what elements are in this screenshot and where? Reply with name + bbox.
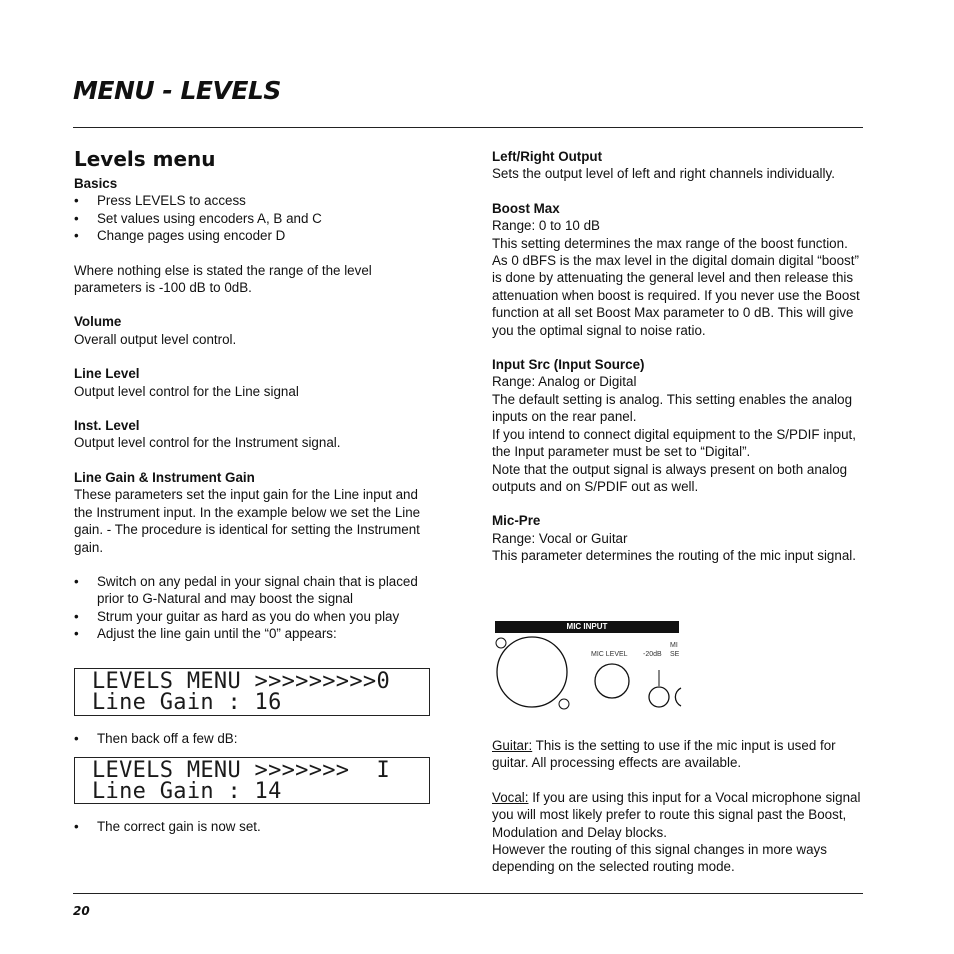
mic-pre-heading: Mic-Pre	[492, 513, 541, 529]
back-off-block	[74, 730, 439, 747]
lr-output-text: Sets the output level of left and right channels individually.	[492, 166, 835, 182]
mic-input-banner: MIC INPUT	[495, 621, 679, 633]
select-button-arc	[675, 688, 681, 706]
mic-level-label: MIC LEVEL	[591, 651, 628, 658]
list-item: • Set values using encoders A, B and C	[74, 210, 439, 227]
boost-max-range: Range: 0 to 10 dB	[492, 218, 600, 234]
list-item: • Switch on any pedal in your signal chain that is placed prior to G-Natural and may boost the signal	[74, 573, 439, 608]
lcd-line-1: LEVELS MENU >>>>>>>>>0	[92, 669, 390, 694]
routing-text: However the routing of this signal changes in more ways depending on the selected routing mode.	[492, 842, 827, 875]
lcd-line-2: Line Gain : 14	[92, 779, 282, 804]
page-title: MENU - LEVELS	[73, 76, 281, 105]
page-number: 20	[73, 904, 90, 918]
mic-pre-text: This parameter determines the routing of the mic input signal.	[492, 548, 856, 564]
list-item: • Adjust the line gain until the “0” appears:	[74, 625, 439, 642]
vocal-paragraph	[492, 789, 864, 841]
xlr-jack-circle	[497, 637, 567, 707]
mic-pre-range: Range: Vocal or Guitar	[492, 530, 628, 546]
mic-level-knob-circle	[595, 664, 629, 698]
list-item: • The correct gain is now set.	[74, 818, 439, 835]
guitar-paragraph	[492, 737, 864, 772]
select-label-bottom: SE	[670, 651, 680, 658]
basics-list	[74, 192, 439, 244]
section-title: Levels menu	[74, 147, 216, 171]
lcd-display-2	[74, 757, 430, 804]
select-label-top: MI	[670, 642, 678, 649]
top-rule	[73, 127, 863, 128]
inst-level-text: Output level control for the Instrument signal.	[74, 435, 341, 451]
screw-bottom-circle	[559, 699, 569, 709]
volume-text: Overall output level control.	[74, 331, 237, 347]
guitar-label: Guitar:	[492, 738, 533, 753]
list-item: • Strum your guitar as hard as you do when you play	[74, 608, 439, 625]
bottom-rule	[73, 893, 863, 894]
basics-heading: Basics	[74, 176, 118, 191]
input-src-text-2: If you intend to connect digital equipment to the S/PDIF input, the Input parameter must be set to “Digital”.	[492, 426, 856, 460]
input-src-text-1: The default setting is analog. This setting enables the analog inputs on the rear panel.	[492, 391, 853, 425]
pad-button-circle	[649, 687, 669, 707]
list-item: • Change pages using encoder D	[74, 227, 439, 244]
pad-label: -20dB	[643, 651, 662, 658]
input-src-heading: Input Src (Input Source)	[492, 357, 645, 373]
guitar-text: This is the setting to use if the mic input is used for guitar. All processing effects are available.	[492, 738, 836, 771]
range-note: Where nothing else is stated the range of the level parameters is -100 dB to 0dB.	[74, 262, 372, 296]
inst-level-heading: Inst. Level	[74, 418, 140, 434]
right-column-bottom	[492, 737, 864, 876]
vocal-text: If you are using this input for a Vocal microphone signal you will most likely prefer to route this signal past the Boost, Modulation and Delay blocks.	[492, 789, 861, 840]
mic-diagram-shapes	[492, 620, 682, 716]
lcd-line-2: Line Gain : 16	[92, 690, 282, 715]
boost-max-text: This setting determines the max range of the boost function. As 0 dBFS is the max level in the digital domain digital “boost” is done by attenuating the general level and then release this attenuation when boost is required. If you never use the Boost function at all set Boost Max parameter to 0 dB. This will give you the optimal signal to noise ratio.	[492, 235, 860, 338]
input-src-range: Range: Analog or Digital	[492, 374, 637, 390]
list-item: • Then back off a few dB:	[74, 730, 439, 747]
boost-max-heading: Boost Max	[492, 200, 560, 216]
gain-heading: Line Gain & Instrument Gain	[74, 469, 255, 485]
left-column	[74, 175, 439, 643]
line-level-heading: Line Level	[74, 366, 140, 382]
correct-block	[74, 818, 439, 835]
right-column-top	[492, 148, 864, 565]
lcd-display-1	[74, 668, 430, 716]
vocal-label: Vocal:	[492, 789, 529, 805]
volume-heading: Volume	[74, 314, 122, 330]
lr-output-heading: Left/Right Output	[492, 149, 603, 164]
input-src-text-3: Note that the output signal is always present on both analog outputs and on S/PDIF out as well.	[492, 461, 848, 494]
screw-top-circle	[496, 638, 506, 648]
list-item: • Press LEVELS to access	[74, 192, 439, 209]
gain-steps-list	[74, 573, 439, 643]
line-level-text: Output level control for the Line signal	[74, 383, 299, 399]
lcd-line-1: LEVELS MENU >>>>>>> I	[92, 758, 390, 783]
gain-text: These parameters set the input gain for the Line input and the Instrument input. In the example below we set the Line gain. - The procedure is identical for setting the Instrument gain.	[74, 487, 421, 555]
mic-input-diagram	[492, 620, 682, 716]
